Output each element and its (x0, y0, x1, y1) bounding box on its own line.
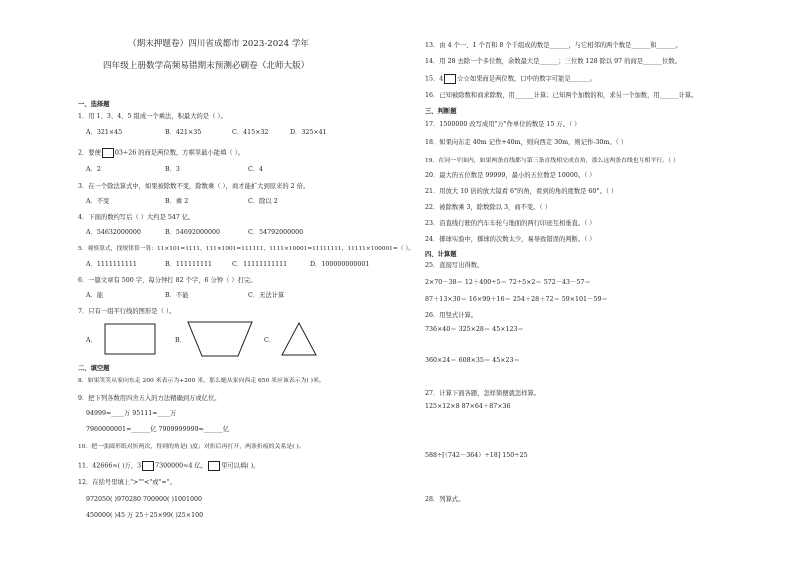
q2-option-c: C．4 (248, 166, 264, 173)
q1-option-a: A．321×45 (86, 129, 123, 136)
calc-27-a: 125×12×8 87×64＋87×36 (425, 403, 511, 410)
question-11-mid: 7300000≈4 亿， (155, 462, 208, 470)
question-2-post: 03÷26 的商是两位数，方框里最小能填（ ）。 (114, 149, 245, 157)
question-2-pre: 2．要使 (78, 149, 101, 157)
q6-option-a: A．能 (86, 292, 104, 299)
calc-26-a: 736×40＝ 325×28＝ 45×123＝ (425, 326, 524, 333)
question-5: 5．观察算式，找规律算一算：11×101=1111，111×1001=111111，1111×10001=11111111，11111×100001=（ ）。 (78, 246, 415, 252)
section-judge: 三、判断题 (425, 108, 457, 115)
q4-option-b: B．54692000000 (165, 229, 220, 236)
q5-option-d: D．100000000001 (310, 261, 370, 268)
page-title-line2: 四年级上册数学高频易错期末预测必刷卷（北师大版） (103, 61, 310, 71)
q7-option-b: B． (175, 337, 186, 344)
judge-18: 18．如果向东走 40m 记作+40m，则向西走 30m，则记作-30m。（ ） (425, 139, 628, 146)
question-2 (78, 148, 244, 158)
calc-26-b: 360×24＝ 608×35＝ 45×23＝ (425, 357, 520, 364)
calc-27: 27．计算下面各题，怎样简便就怎样算。 (425, 390, 541, 397)
calc-25: 25．直接写出得数。 (425, 262, 484, 269)
section-choice: 一、选择题 (78, 101, 110, 108)
trapezoid-figure (187, 321, 253, 357)
question-15-pre: 15．4 (425, 75, 444, 83)
calc-25-a: 2×70－38＝ 12＋400÷5＝ 72÷5×2＝ 572－43－57＝ (425, 279, 591, 286)
question-12-a: 972050( )970280 700900( )1001000 (86, 496, 202, 503)
judge-21: 21．用放大 10 倍的放大镜看 6°的角，看到的角的度数是 60°。（ ） (425, 188, 618, 195)
question-11-pre: 11．42666≈( )万，3 (78, 462, 142, 470)
q5-option-b: B．111111111 (165, 261, 212, 268)
section-calc: 四、计算题 (425, 251, 457, 258)
question-11 (78, 461, 259, 471)
question-7: 7．只有一组平行线的图形是（ ）。 (78, 308, 176, 315)
question-15-post: ☆☆如果商是两位数，口中的数字可能是______。 (457, 75, 596, 83)
judge-23: 23．沿直线行驶的汽车车轮与地面的两行印迹互相垂直。（ ） (425, 220, 596, 227)
question-1: 1．用 1、3、4、5 组成一个乘法，积最大的是（ ）。 (78, 113, 227, 120)
calc-25-b: 87＋13×30＝ 16×99＋16＝ 254＋28＋72＝ 59×101－59＝ (425, 296, 608, 303)
q4-option-c: C．54792000000 (248, 229, 304, 236)
blank-box (102, 148, 114, 158)
question-9: 9．把下列各数用四舍五入的方法精确到万或亿位。 (78, 395, 221, 402)
calc-26: 26．用竖式计算。 (425, 312, 478, 319)
q3-option-c: C．除以 2 (248, 198, 278, 205)
question-16: 16．已知被除数和商求除数，用______计算；已知两个加数的和，求另一个加数，用______计算。 (425, 92, 698, 99)
q3-option-b: B．乘 2 (165, 198, 189, 205)
q2-option-a: A．2 (86, 166, 101, 173)
question-8: 8．如果笑笑从家向东走 200 米表示为+200 米，那么她从家向西走 650 米应该表示为( )米。 (78, 378, 325, 384)
question-12: 12．在括号里填上">""<"或"="。 (78, 479, 176, 486)
q3-option-a: A．不变 (86, 198, 110, 205)
q5-option-c: C．11111111111 (232, 261, 288, 268)
blank-box (142, 461, 154, 471)
calc-28: 28．列算式。 (425, 496, 465, 503)
q6-option-b: B．不能 (165, 292, 189, 299)
blank-box (444, 74, 456, 84)
judge-22: 22．被除数乘 3，除数除以 3，商不变。（ ） (425, 204, 551, 211)
q5-option-a: A．1111111111 (86, 261, 137, 268)
question-9-b: 7960000001≈______亿 7909999999≈______亿 (86, 426, 230, 433)
blank-box (208, 461, 220, 471)
q2-option-b: B．3 (165, 166, 180, 173)
section-fill: 二、填空题 (78, 365, 110, 372)
q4-option-a: A．54632000000 (86, 229, 141, 236)
triangle-figure (281, 322, 317, 356)
q1-option-c: C．415×32 (232, 129, 269, 136)
q7-option-a: A． (86, 337, 97, 344)
question-6: 6．一篇文章有 500 字，每分钟打 82 个字，6 分钟（ ）打完。 (78, 277, 257, 284)
judge-20: 20．最大的五位数是 99999，最小的五位数是 10000。（ ） (425, 172, 596, 179)
calc-27-b: 588÷[（742－364）÷18] 150÷25 (425, 452, 528, 459)
q1-option-d: D．325×41 (290, 129, 327, 136)
question-15 (425, 74, 596, 84)
judge-17: 17．1500000 改写成用"万"作单位的数是 15 万。（ ） (425, 121, 581, 128)
q7-option-c: C． (264, 337, 276, 344)
question-14: 14．用 28 去除一个多位数，余数最大是______；三位数 128 除以 97 的商是______位数。 (425, 58, 681, 65)
question-11-post: 里可以填( )。 (221, 462, 260, 470)
judge-24: 24．掷球实验中，掷球的次数太少，易导致错误的判断。（ ） (425, 236, 596, 243)
question-3: 3．在一个除法算式中，如果被除数不变，除数乘（ ），商才能扩大到原来的 2 倍。 (78, 183, 310, 190)
question-13: 13．由 4 个一、1 个百和 8 个千组成的数是______，与它相邻的两个数是______和______。 (425, 42, 682, 49)
page-title-line1: （期末押题卷）四川省成都市 2023-2024 学年 (128, 39, 310, 49)
question-9-a: 94999≈____万 95111≈____万 (86, 410, 177, 417)
judge-19: 19．在同一平面内，如果两条直线都与第三条直线相交成直角，那么这两条直线也互相平行。（ ） (425, 158, 679, 164)
q6-option-c: C．无法计算 (248, 292, 285, 299)
question-4: 4．下面的数约写后（ ）大约是 547 亿。 (78, 214, 195, 221)
question-10: 10．把一张圆形纸对折两次，得到的角是( )度；对折后再打开，两条折痕的关系是( )。 (78, 444, 305, 450)
question-12-b: 450000( )45 万 25＋25×99( )25×100 (86, 512, 204, 519)
q1-option-b: B．421×35 (165, 129, 202, 136)
rectangle-figure (104, 323, 156, 355)
